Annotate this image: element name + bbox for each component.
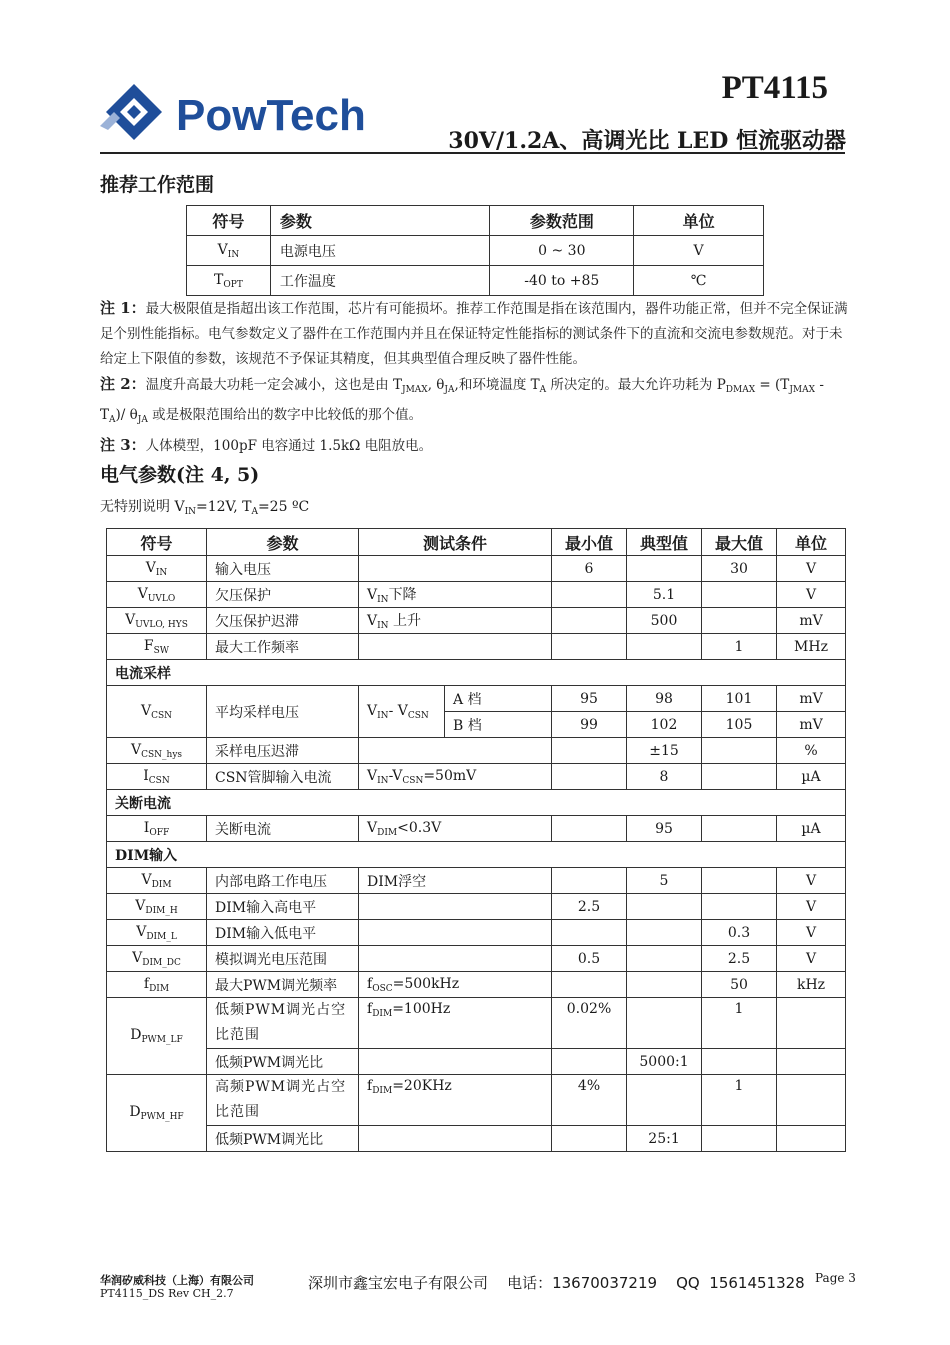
section-row: 电流采样 <box>107 660 846 686</box>
note-3: 注 3：人体模型，100pF 电容通过 1.5kΩ 电阻放电。 <box>100 436 433 454</box>
table-row: $V_{DIM}$ 内部电路工作电压 DIM浮空 5 V <box>107 868 846 894</box>
table-row: $T_{OPT}$ 工作温度 -40 to +85 ℃ <box>187 266 764 296</box>
footer-contact: 深圳市鑫宝宏电子有限公司 电话：13670037219 QQ 1561451328 <box>308 1274 805 1292</box>
footer-doc-id: PT4115_DS Rev CH_2.7 <box>100 1287 234 1300</box>
header-divider <box>100 152 845 154</box>
col-header: 单位 <box>634 206 764 236</box>
col-header: 参数 <box>270 206 490 236</box>
section-heading-electrical: 电气参数(注 4, 5) <box>100 464 260 486</box>
table-header-row <box>187 206 764 236</box>
logo-mark-icon <box>100 84 162 140</box>
test-condition-note: 无特别说明 $V_{IN}=12V$, $T_A=25$ ºC <box>100 499 310 517</box>
table-row: $V_{DIM\_DC}$ 模拟调光电压范围 0.5 2.5 V <box>107 946 846 972</box>
table-row: $V_{CSN\_hys}$ 采样电压迟滞 ±15 % <box>107 738 846 764</box>
col-header: 参数范围 <box>490 206 634 236</box>
table-row: $D_{PWM\_HF}$ 高频PWM调光占空比范围 $f_{DIM}=20KHz$ 4% 1 <box>107 1075 846 1126</box>
table-row: $V_{CSN}$ 平均采样电压 $V_{IN}-$ $V_{CSN}$ A 档 95 98 101 mV <box>107 686 846 712</box>
section-heading-recommended: 推荐工作范围 <box>100 174 215 196</box>
table-row: $f_{DIM}$ 最大PWM调光频率 $f_{OSC}=500kHz$ 50 kHz <box>107 972 846 998</box>
table-header-row: 符号 参数 测试条件 最小值 典型值 最大值 单位 <box>107 529 846 556</box>
logo-text: PowTech <box>176 91 366 140</box>
table-row: $V_{UVLO}$ 欠压保护 $V_{IN}$下降 5.1 V <box>107 582 846 608</box>
model-number: PT4115 <box>721 70 828 106</box>
table-row: $I_{OFF}$ 关断电流 $V_{DIM}<0.3V$ 95 µA <box>107 816 846 842</box>
section-row: 关断电流 <box>107 790 846 816</box>
table-row: $V_{DIM\_H}$ DIM输入高电平 2.5 V <box>107 894 846 920</box>
table-row: 低频PWM调光比 25:1 <box>107 1126 846 1152</box>
table-row: $D_{PWM\_LF}$ 低频PWM调光占空比范围 $f_{DIM}=100Hz$ 0.02% 1 <box>107 998 846 1049</box>
section-row: DIM输入 <box>107 842 846 868</box>
footer-company: 华润矽威科技（上海）有限公司 <box>100 1274 254 1287</box>
table-row: $V_{IN}$ 输入电压 6 30 V <box>107 556 846 582</box>
table-row: 低频PWM调光比 5000:1 <box>107 1049 846 1075</box>
powtech-logo <box>100 78 370 142</box>
notes-block <box>100 296 852 459</box>
table-row: B 档 99 102 105 mV <box>107 712 846 738</box>
col-header: 符号 <box>187 206 271 236</box>
page-number: Page 3 <box>815 1271 856 1285</box>
doc-subtitle: 30V/1.2A、高调光比 LED 恒流驱动器 <box>448 128 846 154</box>
recommended-table <box>186 205 764 296</box>
table-row: $I_{CSN}$ CSN管脚输入电流 $V_{IN}-V_{CSN}=50mV$ 8 µA <box>107 764 846 790</box>
table-row: $V_{UVLO, HYS}$ 欠压保护迟滞 $V_{IN}$ 上升 500 mV <box>107 608 846 634</box>
note-2: 注 2：温度升高最大功耗一定会减小，这也是由 $T_{JMAX}$, $\theta_{JA}$,和环境温度 $T_A$ 所决定的。最大允许功耗为 $P_{DMAX} = (T_{JMAX} - T_A)/$ $\theta_{JA}$ 或是极限范围给出的数字中比较低的那个值。 <box>100 375 824 425</box>
table-row: $V_{DIM\_L}$ DIM输入低电平 0.3 V <box>107 920 846 946</box>
table-row: $F_{SW}$ 最大工作频率 1 MHz <box>107 634 846 660</box>
table-row: $V_{IN}$ 电源电压 0 ~ 30 V <box>187 236 764 266</box>
note-1: 注 1：最大极限值是指超出该工作范围，芯片有可能损坏。推荐工作范围是指在该范围内，器件功能正常，但并不完全保证满足个别性能指标。电气参数定义了器件在工作范围内并且在保证特定性能指标的测试条件下的直流和交流电参数规范。对于未给定上下限值的参数，该规范不予保证其精度，但其典型值合理反映了器件性能。 <box>100 299 848 367</box>
electrical-table <box>106 528 846 1152</box>
